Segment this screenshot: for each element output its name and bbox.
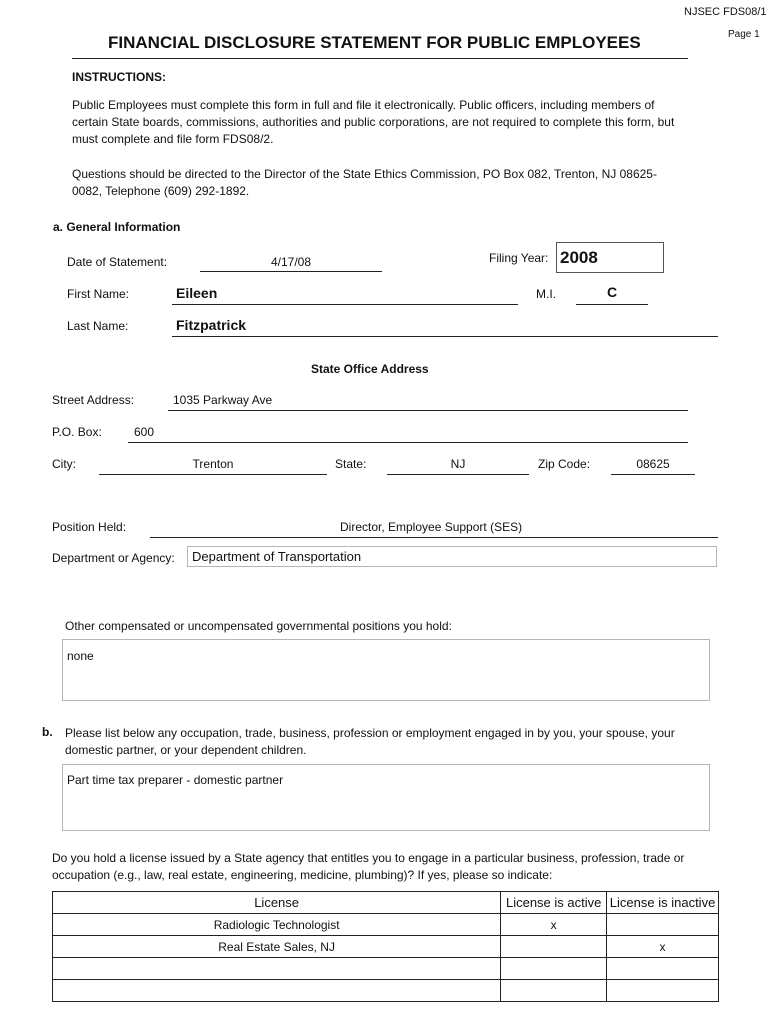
date-label: Date of Statement: xyxy=(67,255,168,269)
zip-field[interactable]: 08625 xyxy=(636,457,670,471)
mi-underline xyxy=(576,304,648,305)
inactive-column-header: License is inactive xyxy=(607,892,719,914)
position-label: Position Held: xyxy=(52,520,127,534)
license-column-header: License xyxy=(53,892,501,914)
table-row xyxy=(53,914,719,936)
position-field[interactable]: Director, Employee Support (SES) xyxy=(340,520,523,534)
last-name-label: Last Name: xyxy=(67,319,129,333)
general-info-heading: a. General Information xyxy=(53,220,181,234)
page-title: FINANCIAL DISCLOSURE STATEMENT FOR PUBLIC EMPLOYEES xyxy=(108,33,641,52)
last-name-underline xyxy=(172,336,718,337)
license-active-cell[interactable] xyxy=(501,958,607,980)
section-b-marker: b. xyxy=(42,725,53,739)
city-label: City: xyxy=(52,457,76,471)
address-heading: State Office Address xyxy=(311,362,429,376)
filing-year-value: 2008 xyxy=(560,248,598,267)
position-underline xyxy=(150,537,718,538)
zip-label: Zip Code: xyxy=(538,457,591,471)
first-name-label: First Name: xyxy=(67,287,130,301)
instructions-paragraph-1: Public Employees must complete this form in full and file it electronically. Public officers, including members of certain State boards, commissions, authorities and public corporations, are not required to complete this form, but must complete and file form FDS08/2. xyxy=(72,98,675,146)
state-field[interactable]: NJ xyxy=(450,457,466,471)
street-label: Street Address: xyxy=(52,393,135,407)
department-value: Department of Transportation xyxy=(192,549,362,564)
license-name-cell[interactable]: Radiologic Technologist xyxy=(53,914,501,936)
po-box-underline xyxy=(128,442,688,443)
section-b-question: Please list below any occupation, trade, business, profession or employment engaged in by you, your spouse, your domestic partner, or your dependent children. xyxy=(65,726,675,757)
license-active-cell[interactable]: x xyxy=(501,914,607,936)
instructions-paragraph-2: Questions should be directed to the Director of the State Ethics Commission, PO Box 082, Trenton, NJ 08625-0082, Telephone (609) 292-1892. xyxy=(72,167,657,198)
license-active-cell[interactable] xyxy=(501,936,607,958)
department-label: Department or Agency: xyxy=(52,551,175,565)
po-box-field[interactable]: 600 xyxy=(134,425,155,439)
first-name-field[interactable]: Eileen xyxy=(176,285,218,301)
license-name-cell[interactable] xyxy=(53,980,501,1002)
street-underline xyxy=(168,410,688,411)
date-underline xyxy=(200,271,382,272)
occupation-value: Part time tax preparer - domestic partner xyxy=(67,773,284,787)
title-underline xyxy=(72,58,688,59)
instructions-heading: INSTRUCTIONS: xyxy=(72,70,166,84)
other-positions-value: none xyxy=(67,649,94,663)
license-inactive-cell[interactable] xyxy=(607,980,719,1002)
date-field[interactable]: 4/17/08 xyxy=(270,255,312,269)
license-table-header xyxy=(53,892,719,914)
license-name-cell[interactable] xyxy=(53,958,501,980)
license-name-cell[interactable]: Real Estate Sales, NJ xyxy=(53,936,501,958)
table-row xyxy=(53,980,719,1002)
table-row xyxy=(53,958,719,980)
state-label: State: xyxy=(335,457,367,471)
active-column-header: License is active xyxy=(501,892,607,914)
department-field[interactable] xyxy=(187,546,717,567)
table-row xyxy=(53,936,719,958)
zip-underline xyxy=(611,474,695,475)
city-field[interactable]: Trenton xyxy=(192,457,234,471)
first-name-underline xyxy=(172,304,518,305)
mi-field[interactable]: C xyxy=(606,284,618,300)
last-name-field[interactable]: Fitzpatrick xyxy=(176,317,247,333)
filing-year-field[interactable] xyxy=(556,242,664,273)
page-number: Page 1 xyxy=(728,29,760,40)
occupation-field[interactable] xyxy=(62,764,710,831)
license-inactive-cell[interactable] xyxy=(607,914,719,936)
city-underline xyxy=(99,474,327,475)
license-inactive-cell[interactable]: x xyxy=(607,936,719,958)
form-id: NJSEC FDS08/1 xyxy=(684,6,767,18)
state-underline xyxy=(387,474,529,475)
license-table xyxy=(52,891,719,1002)
license-inactive-cell[interactable] xyxy=(607,958,719,980)
filing-year-label: Filing Year: xyxy=(489,251,549,265)
other-positions-label: Other compensated or uncompensated governmental positions you hold: xyxy=(65,619,452,633)
street-field[interactable]: 1035 Parkway Ave xyxy=(173,393,273,407)
license-active-cell[interactable] xyxy=(501,980,607,1002)
po-box-label: P.O. Box: xyxy=(52,425,102,439)
mi-label: M.I. xyxy=(536,287,556,301)
other-positions-field[interactable] xyxy=(62,639,710,701)
license-question: Do you hold a license issued by a State agency that entitles you to engage in a particular business, profession, trade or occupation (e.g., law, real estate, engineering, medicine, plumbing)? If yes, please so indicate: xyxy=(52,851,685,882)
